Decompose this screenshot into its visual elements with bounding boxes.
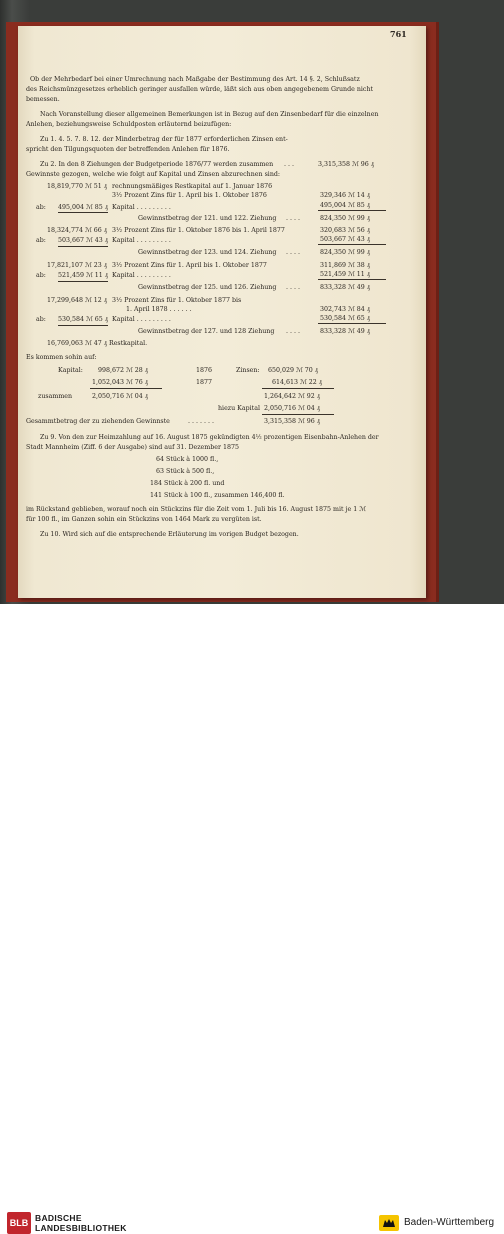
b2-amt2: 503,667 ℳ 43 ₰ <box>58 237 108 244</box>
zinsen-sum-rule <box>262 388 334 389</box>
b4-rule-right <box>318 323 386 324</box>
b1-r2: 495,004 ℳ 85 ₰ <box>320 202 370 209</box>
b4-r1: 302,743 ℳ 84 ₰ <box>320 306 370 313</box>
b1-gewinn: Gewinnstbetrag der 121. und 122. Ziehung <box>138 215 277 222</box>
b2-txt1: 3½ Prozent Zins für 1. Oktober 1876 bis 1. April 1877 <box>112 227 285 234</box>
b1-rule-right <box>318 210 386 211</box>
restkapital: 16,769,063 ℳ 47 ₰ Restkapital. <box>47 340 148 347</box>
b4-txt2: 1. April 1878 . . . . . . <box>126 306 192 313</box>
b3-amt2: 521,459 ℳ 11 ₰ <box>58 272 108 279</box>
b3-gewinn: Gewinnstbetrag der 125. und 126. Ziehung <box>138 284 277 291</box>
kapital-sum: 2,050,716 ℳ 04 ₰ <box>92 393 148 400</box>
total-dots: . . . . . . . <box>188 418 215 425</box>
zinsen-1876: 650,029 ℳ 70 ₰ <box>268 367 318 374</box>
intro-line-1: Ob der Mehrbedarf bei einer Umrechnung nach Maßgabe der Bestimmung des Art. 14 §. 2, Schlußsatz <box>30 76 360 83</box>
b3-amt1: 17,821,107 ℳ 23 ₰ <box>47 262 107 269</box>
b4-amt1: 17,299,648 ℳ 12 ₰ <box>47 297 107 304</box>
zu2-dots: . . . <box>284 161 295 168</box>
zu9-end-1: im Rückstand geblieben, worauf noch ein Stückzins für die Zeit vom 1. Juli bis 16. August 1875 mit je 1 ℳ <box>26 506 366 513</box>
hiezu-label: hiezu Kapital <box>218 405 260 412</box>
kapital-sum-rule <box>90 388 162 389</box>
b1-ab: ab: <box>36 204 46 211</box>
total-label: Gesammtbetrag der zu ziehenden Gewinnste <box>26 418 170 425</box>
b1-txt3: Kapital . . . . . . . . . <box>112 204 171 211</box>
footer-bar <box>0 604 504 1233</box>
intro-line-5: Anlehen, beziehungsweise Schuldposten erläuternd beizufügen: <box>26 121 232 128</box>
b1-amt1: 18,819,770 ℳ 51 ₰ <box>47 183 107 190</box>
library-name-line-1: BADISCHE <box>35 1213 82 1223</box>
b1-gewinn-amt: 824,350 ℳ 99 ₰ <box>320 215 370 222</box>
stueck-1: 64 Stück à 1000 fl., <box>156 456 219 463</box>
hiezu-amount: 2,050,716 ℳ 04 ₰ <box>264 405 320 412</box>
state-name: Baden-Württemberg <box>404 1217 495 1228</box>
b3-gewinn-dots: . . . . <box>286 284 301 291</box>
b4-gewinn: Gewinnstbetrag der 127. und 128 Ziehung <box>138 328 275 335</box>
intro-line-2: des Reichsmünzgesetzes erheblich geringer ausfallen würde, läßt sich aus oben angegebenem Grunde nicht <box>26 86 374 93</box>
b1-r1: 329,346 ℳ 14 ₰ <box>320 192 370 199</box>
b4-txt1: 3½ Prozent Zins für 1. Oktober 1877 bis <box>112 297 242 304</box>
b3-ab: ab: <box>36 272 46 279</box>
b4-gewinn-amt: 833,328 ℳ 49 ₰ <box>320 328 370 335</box>
blb-logo: BLB <box>7 1212 31 1234</box>
b2-r1: 320,683 ℳ 56 ₰ <box>320 227 370 234</box>
library-name-line-2: LANDESBIBLIOTHEK <box>35 1223 127 1233</box>
year-1877: 1877 <box>196 379 213 386</box>
page-number: 761 <box>390 29 407 39</box>
b3-rule-left <box>58 281 108 282</box>
baden-wuerttemberg-lions-icon <box>378 1212 400 1234</box>
b3-txt1: 3½ Prozent Zins für 1. April bis 1. Oktober 1877 <box>112 262 267 269</box>
b2-gewinn: Gewinnstbetrag der 123. und 124. Ziehung <box>138 249 277 256</box>
b3-r2: 521,459 ℳ 11 ₰ <box>320 271 370 278</box>
stueck-3: 184 Stück à 200 fl. und <box>150 480 225 487</box>
zu10: Zu 10. Wird sich auf die entsprechende Erläuterung im vorigen Budget bezogen. <box>40 531 299 538</box>
b2-r2: 503,667 ℳ 43 ₰ <box>320 236 370 243</box>
b4-ab: ab: <box>36 316 46 323</box>
total-rule <box>262 414 334 415</box>
zu9-line-2: Stadt Mannheim (Ziff. 6 der Ausgabe) sind auf 31. Dezember 1875 <box>26 444 240 451</box>
intro-line-6: Zu 1. 4. 5. 7. 8. 12. der Minderbetrag der für 1877 erforderlichen Zinsen ent- <box>40 136 288 143</box>
summary-header: Es kommen sohin auf: <box>26 354 97 361</box>
year-1876: 1876 <box>196 367 213 374</box>
b4-gewinn-dots: . . . . <box>286 328 301 335</box>
intro-line-3: bemessen. <box>26 96 60 103</box>
b3-rule-right <box>318 279 386 280</box>
intro-line-7: spricht den Tilgungsquoten der betreffenden Anlehen für 1876. <box>26 146 230 153</box>
stueck-4: 141 Stück à 100 fl., zusammen 146,400 fl. <box>150 492 285 499</box>
b2-gewinn-dots: . . . . <box>286 249 301 256</box>
b2-rule-left <box>58 246 108 247</box>
kapital-label: Kapital: <box>58 367 83 374</box>
b4-r2: 530,584 ℳ 65 ₰ <box>320 315 370 322</box>
b3-gewinn-amt: 833,328 ℳ 49 ₰ <box>320 284 370 291</box>
b1-txt2: 3½ Prozent Zins für 1. April bis 1. Oktober 1876 <box>112 192 267 199</box>
b2-txt3: Kapital . . . . . . . . . <box>112 237 171 244</box>
stueck-2: 63 Stück à 500 fl., <box>156 468 215 475</box>
b4-txt3: Kapital . . . . . . . . . <box>112 316 171 323</box>
b2-amt1: 18,324,774 ℳ 66 ₰ <box>47 227 107 234</box>
zusammen-label: zusammen <box>38 393 73 400</box>
total-amount: 3,315,358 ℳ 96 ₰ <box>264 418 320 425</box>
b2-rule-right <box>318 244 386 245</box>
zinsen-label: Zinsen: <box>236 367 260 374</box>
zu2-line-2: Gewinnste gezogen, welche wie folgt auf Kapital und Zinsen abzurechnen sind: <box>26 171 281 178</box>
zinsen-1877: 614,613 ℳ 22 ₰ <box>272 379 322 386</box>
zinsen-sum: 1,264,642 ℳ 92 ₰ <box>264 393 320 400</box>
b1-txt1: rechnungsmäßiges Restkapital auf 1. Januar 1876 <box>112 183 273 190</box>
book-page <box>18 26 426 598</box>
zu9-line-1: Zu 9. Von den zur Heimzahlung auf 16. August 1875 gekündigten 4½ prozentigen Eisenbahn-Anlehen der <box>40 434 379 441</box>
b2-gewinn-amt: 824,350 ℳ 99 ₰ <box>320 249 370 256</box>
b3-r1: 311,869 ℳ 38 ₰ <box>320 262 370 269</box>
b4-amt2: 530,584 ℳ 65 ₰ <box>58 316 108 323</box>
zu9-end-2: für 100 fl., im Ganzen sohin ein Stückzins von 1464 Mark zu vergüten ist. <box>26 516 262 523</box>
kapital-1876: 998,672 ℳ 28 ₰ <box>98 367 148 374</box>
b1-rule-left <box>58 212 108 213</box>
b1-gewinn-dots: . . . . <box>286 215 301 222</box>
kapital-1877: 1,052,043 ℳ 76 ₰ <box>92 379 148 386</box>
intro-line-4: Nach Voranstellung dieser allgemeinen Bemerkungen ist in Bezug auf den Zinsenbedarf für die einzelnen <box>40 111 379 118</box>
b3-txt3: Kapital . . . . . . . . . <box>112 272 171 279</box>
b1-amt2: 495,004 ℳ 85 ₰ <box>58 204 108 211</box>
zu2-line-1: Zu 2. In den 8 Ziehungen der Budgetperiode 1876/77 werden zusammen <box>40 161 274 168</box>
b4-rule-left <box>58 325 108 326</box>
scan-background <box>0 0 504 604</box>
b2-ab: ab: <box>36 237 46 244</box>
zu2-amount: 3,315,358 ℳ 96 ₰ <box>318 161 374 168</box>
